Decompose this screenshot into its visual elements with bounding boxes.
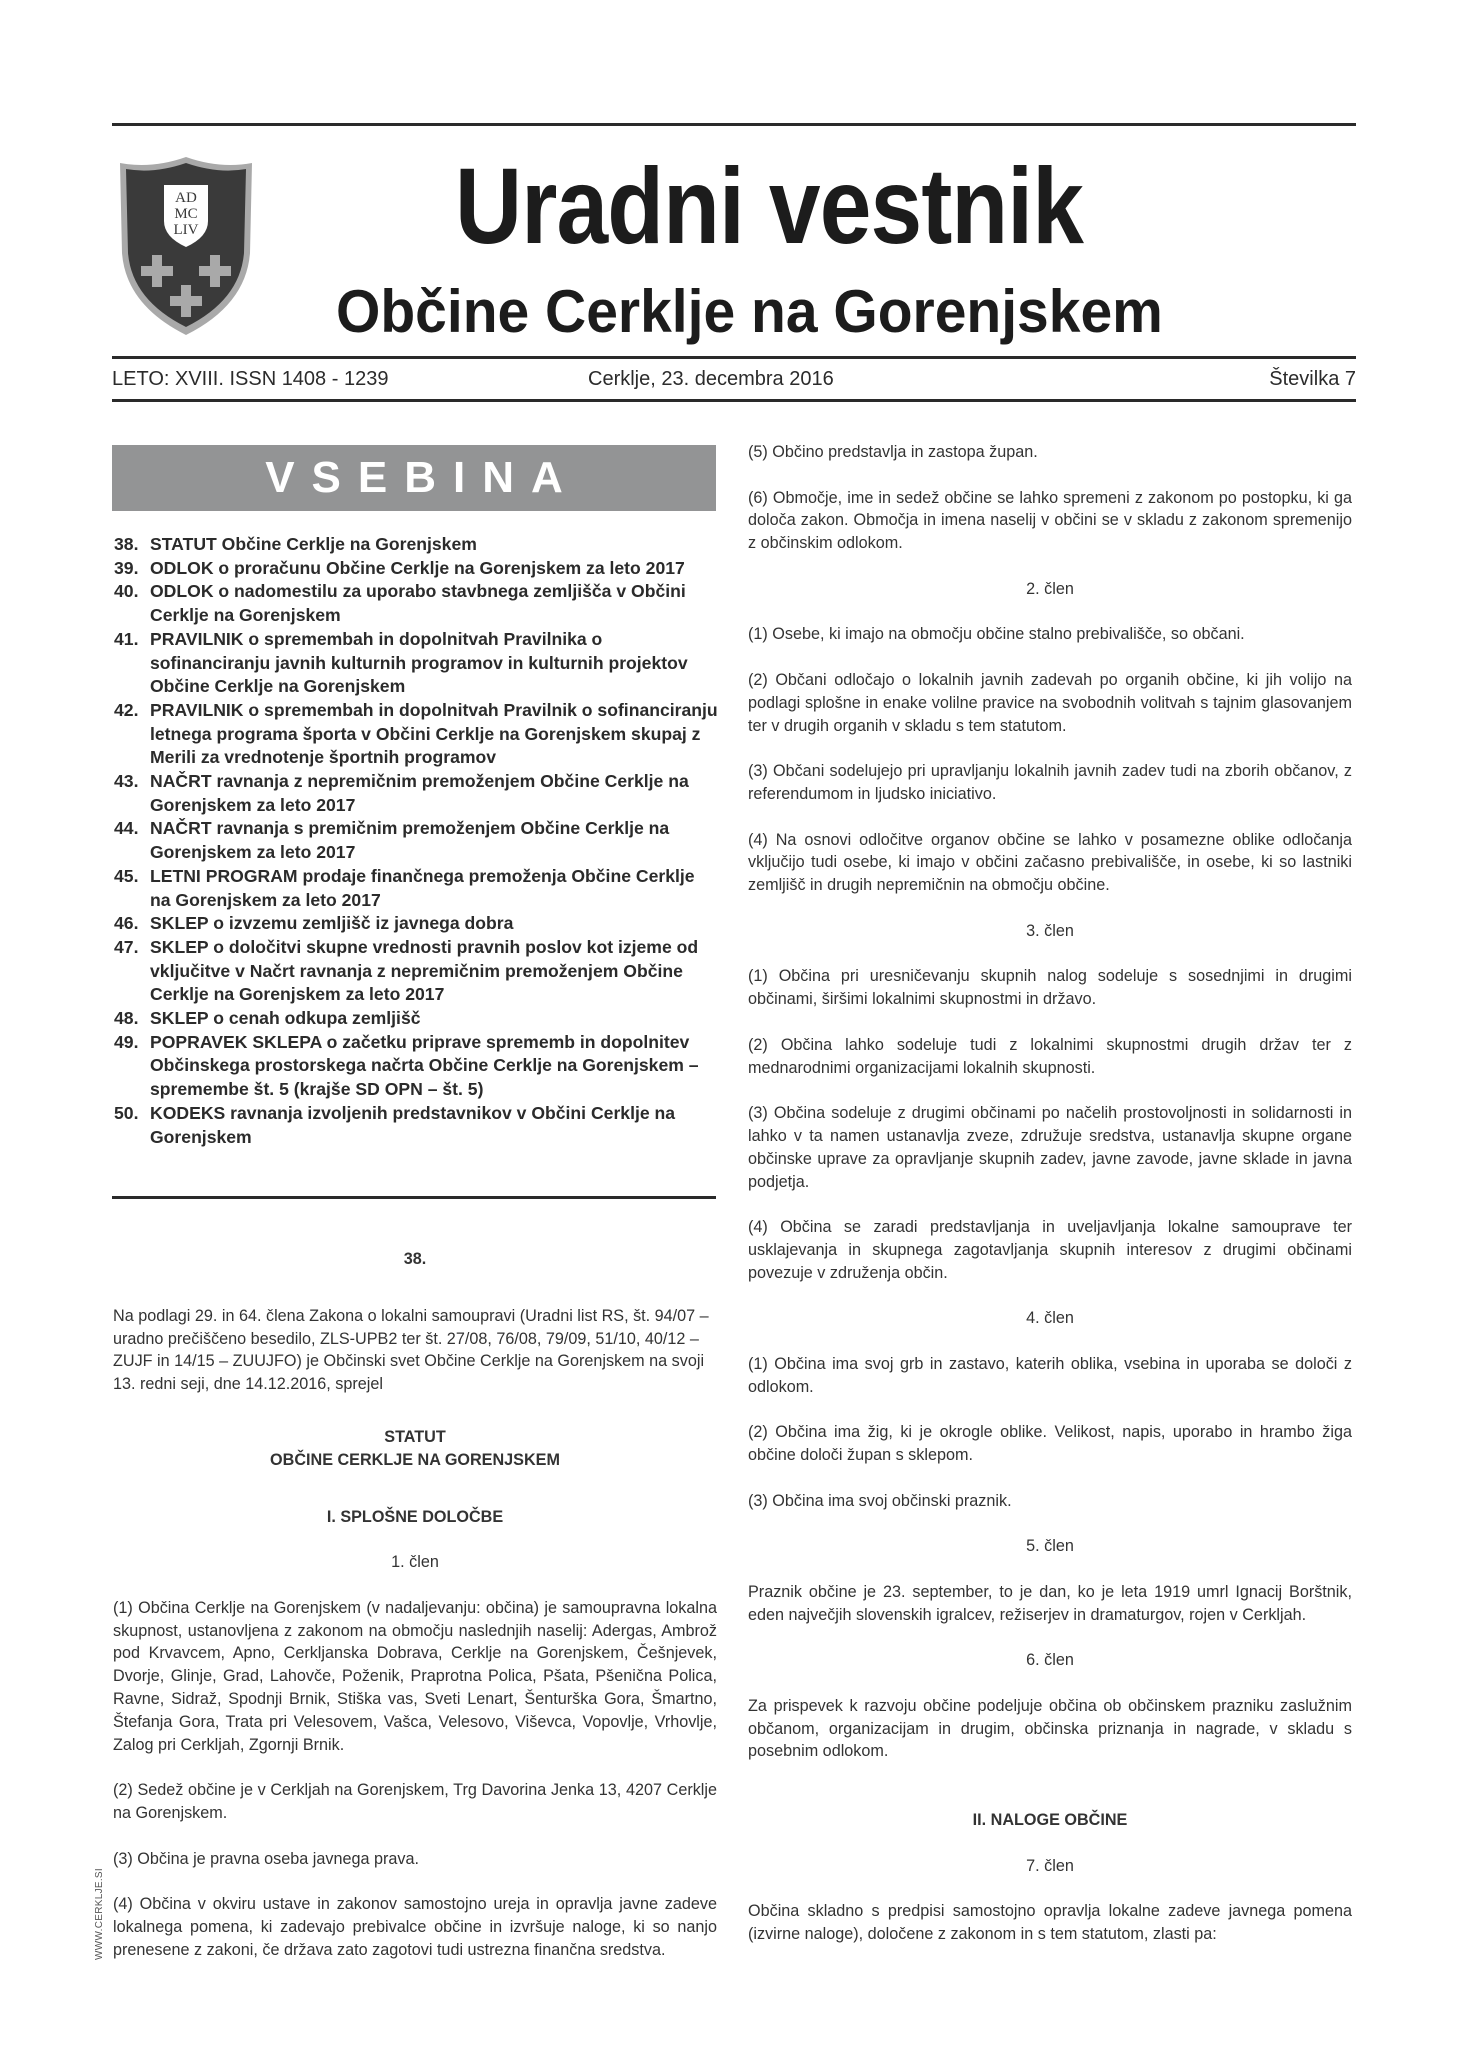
- toc-item-number: 46.: [114, 913, 139, 934]
- issue-number: Številka 7: [1269, 368, 1356, 390]
- toc-item-description: o izvzemu zemljišč iz javnega dobra: [213, 913, 514, 934]
- paragraph: (4) Občina v okviru ustave in zakonov samostojno ureja in opravlja javne zadeve lokalnega pomena, ki zadevajo prebivalce občine in izvršuje naloge, ki so nanjo prenesene z zakoni, če država zato zagotovi tudi ustrezna finančna sredstva.: [113, 1895, 717, 1959]
- crest-motto-2: MC: [174, 206, 198, 222]
- toc-item[interactable]: [114, 1007, 718, 1031]
- toc-item-number: 49.: [114, 1031, 139, 1052]
- toc-item-text: [150, 558, 685, 578]
- paragraph: (1) Osebe, ki imajo na območju občine stalno prebivališče, so občani.: [748, 625, 1245, 644]
- toc-item-description: o spremembah in dopolnitvah Pravilnika o sofinanciranju javnih kulturnih programov in kulturnih projektov Občine Cerklje na Gorenjskem: [150, 628, 688, 697]
- article-clen-heading: 2. člen: [1026, 579, 1074, 598]
- toc-item[interactable]: [114, 533, 718, 557]
- year-issn: LETO: XVIII. ISSN 1408 - 1239: [112, 368, 389, 390]
- toc-item[interactable]: [114, 1031, 718, 1102]
- crest-motto-3: LIV: [173, 222, 199, 238]
- left-column: [113, 1248, 717, 1984]
- toc-item[interactable]: [114, 628, 718, 699]
- toc-item-text: [150, 866, 695, 910]
- toc-item-description: o začetku priprave sprememb in dopolnitev Občinskega prostorskega načrta Občine Cerklje na Gorenjskem – spremembe št. 5 (krajše SD OPN – št. 5): [150, 1031, 699, 1100]
- toc-item-description: o cenah odkupa zemljišč: [213, 1008, 421, 1029]
- paragraph: (3) Občina je pravna oseba javnega prava.: [113, 1849, 419, 1868]
- paragraph: (1) Občina ima svoj grb in zastavo, katerih oblika, vsebina in uporaba se določi z odlokom.: [748, 1354, 1352, 1396]
- contents-end-rule: [112, 1196, 716, 1199]
- toc-item-text: [150, 937, 698, 1004]
- article-clen-heading: 4. člen: [1026, 1309, 1074, 1328]
- paragraph: (3) Občani sodelujejo pri upravljanju lokalnih javnih zadev tudi na zborih občanov, z referendumom in ljudsko iniciativo.: [748, 762, 1352, 803]
- toc-item-number: 44.: [114, 818, 139, 839]
- toc-item-text: [150, 581, 686, 625]
- toc-item-keyword: PRAVILNIK: [150, 699, 249, 720]
- toc-item-keyword: ODLOK: [150, 581, 219, 602]
- toc-item-keyword: NAČRT: [150, 818, 217, 839]
- toc-item-keyword: POPRAVEK SKLEPA: [150, 1031, 327, 1052]
- paragraph: (1) Občina pri uresničevanju skupnih nalog sodeluje s sosednjimi in drugimi občinami, širšimi lokalnimi skupnostmi in državo.: [748, 967, 1352, 1009]
- toc-item-text: [150, 771, 689, 815]
- place-date: Cerklje, 23. decembra 2016: [588, 368, 834, 390]
- toc-item-keyword: NAČRT: [150, 771, 217, 792]
- section-heading: I. SPLOŠNE DOLOČBE: [326, 1507, 504, 1526]
- toc-item-text: [150, 1032, 699, 1099]
- toc-item-text: [150, 818, 669, 862]
- article-clen-heading: 5. člen: [1026, 1537, 1074, 1556]
- paragraph: (2) Sedež občine je v Cerkljah na Gorenjskem, Trg Davorina Jenka 13, 4207 Cerklje na Gorenjskem.: [113, 1781, 717, 1822]
- toc-item[interactable]: [114, 865, 718, 912]
- section-heading: II. NALOGE OBČINE: [972, 1811, 1128, 1830]
- toc-item-description: ravnanja z nepremičnim premoženjem Občine Cerklje na Gorenjskem za leto 2017: [150, 771, 689, 815]
- toc-item-number: 39.: [114, 557, 139, 578]
- website-url: WWW.CERKLJE.SI: [94, 1868, 105, 1960]
- toc-item-keyword: SKLEP: [150, 936, 214, 957]
- toc-item-number: 43.: [114, 771, 139, 792]
- toc-item-number: 48.: [114, 1008, 139, 1029]
- paragraph: (5) Občino predstavlja in zastopa župan.: [748, 443, 1038, 461]
- toc-item-keyword: KODEKS: [150, 1102, 231, 1123]
- paragraph: (3) Občina sodeluje z drugimi občinami po načelih prostovoljnosti in solidarnosti in lahko v ta namen ustanavlja zveze, združuje sredstva, ustanavlja skupne organe občinske uprave za opravljanje skupnih zadev, javne zavode, javne sklade in javna podjetja.: [748, 1104, 1352, 1191]
- toc-item[interactable]: [114, 936, 718, 1007]
- article-clen-heading: 3. člen: [1026, 921, 1074, 940]
- toc-item-keyword: SKLEP: [150, 913, 214, 934]
- toc-item-text: [150, 1008, 421, 1028]
- toc-item-number: 42.: [114, 699, 139, 720]
- document-title-line-1: STATUT: [384, 1427, 446, 1446]
- toc-item-keyword: PRAVILNIK: [150, 628, 249, 649]
- toc-item-number: 47.: [114, 936, 139, 957]
- paragraph: Občina skladno s predpisi samostojno opravlja lokalne zadeve javnega pomena (izvirne naloge), določene z zakonom in s tem statutom, zlasti pa:: [748, 1902, 1352, 1944]
- toc-item-text: [150, 913, 513, 933]
- toc-item-description: ravnanja izvoljenih predstavnikov v Občini Cerklje na Gorenjskem: [150, 1102, 676, 1147]
- toc-item-keyword: STATUT: [150, 534, 222, 554]
- article-number: 38.: [403, 1250, 427, 1268]
- toc-item-keyword: ODLOK: [150, 557, 219, 578]
- paragraph: (3) Občina ima svoj občinski praznik.: [748, 1491, 1012, 1510]
- toc-item[interactable]: [114, 817, 718, 864]
- document-title-line-2: OBČINE CERKLJE NA GORENJSKEM: [270, 1450, 560, 1469]
- paragraph: (6) Območje, ime in sedež občine se lahko spremeni z zakonom po postopku, ki ga določa zakon. Območja in imena naselij v občini se v skladu z zakonom spremenijo z občinskim odlokom.: [748, 488, 1352, 553]
- toc-item-description: o nadomestilu za uporabo stavbnega zemljišča v Občini Cerklje na Gorenjskem: [150, 581, 686, 626]
- toc-item[interactable]: [114, 1102, 718, 1149]
- toc-item-keyword: LETNI PROGRAM: [150, 865, 303, 886]
- paragraph: (4) Na osnovi odločitve organov občine se lahko v posamezne oblike odločanja vključijo tudi osebe, ki imajo v občini začasno prebivališče, in osebe, ki so lastniki zemljišč in drugih nepremičnin na območju občine.: [748, 830, 1352, 895]
- paragraph: Praznik občine je 23. september, to je dan, ko je leta 1919 umrl Ignacij Borštnik, eden največjih slovenskih igralcev, režiserjev in dramaturgov, rojen v Cerkljah.: [748, 1582, 1352, 1624]
- top-rule: [112, 123, 1356, 126]
- toc-item[interactable]: [114, 557, 718, 581]
- contents-heading: VSEBINA: [265, 453, 580, 502]
- toc-item-text: [150, 534, 477, 554]
- publication-subtitle: Občine Cerklje na Gorenjskem: [336, 278, 1163, 345]
- paragraph: (1) Občina Cerklje na Gorenjskem (v nadaljevanju: občina) je samoupravna lokalna skupnost, ustanovljena z zakonom na območju naslednjih naselij: Adergas, Ambrož pod Krvavcem, Apno, Cerkljanska Dobrava, Cerklje na Gorenjskem, Češnjevek, Dvorje, Glinje, Grad, Lahovče, Poženik, Praprotna Polica, Pšata, Pšenična Polica, Ravne, Sidraž, Spodnji Brnik, Stiška vas, Sveti Lenart, Šenturška Gora, Šmartno, Štefanja Gora, Trata pri Velesovem, Vašca, Velesovo, Viševca, Vopovlje, Vrhovlje, Zalog pri Cerkljah, Zgornji Brnik.: [113, 1598, 717, 1754]
- toc-item-number: 40.: [114, 581, 139, 602]
- paragraph: (2) Občina lahko sodeluje tudi z lokalnimi skupnostmi drugih držav ter z mednarodnimi organizacijami lokalnih skupnosti.: [748, 1035, 1352, 1077]
- toc-item-description: o spremembah in dopolnitvah Pravilnik o sofinanciranju letnega programa športa v Občini Cerklje na Gorenjskem skupaj z Merili za vrednotenje športnih programov: [150, 699, 718, 768]
- toc-item-text: [150, 629, 688, 696]
- toc-item-description: ravnanja s premičnim premoženjem Občine Cerklje na Gorenjskem za leto 2017: [150, 818, 670, 863]
- municipal-crest-icon: [116, 155, 256, 337]
- toc-item[interactable]: [114, 770, 718, 817]
- toc-item-description: Občine Cerklje na Gorenjskem: [221, 534, 477, 554]
- article-clen-heading: 7. člen: [1026, 1856, 1074, 1875]
- toc-item-number: 41.: [114, 628, 139, 649]
- paragraph: (2) Občani odločajo o lokalnih javnih zadevah po organih občine, ki jih volijo na podlagi splošne in enake volilne pravice na svobodnih volitvah s tajnim glasovanjem ter v drugih organih v skladu s tem statutom.: [748, 670, 1352, 735]
- publication-title: Uradni vestnik: [455, 145, 1084, 266]
- toc-item-description: prodaje finančnega premoženja Občine Cerklje na Gorenjskem za leto 2017: [150, 865, 695, 910]
- toc-item-text: [150, 700, 718, 767]
- toc-item-keyword: SKLEP: [150, 1008, 214, 1029]
- paragraph: (4) Občina se zaradi predstavljanja in uveljavljanja lokalne samouprave ter usklajevanja in skupnega zagotavljanja skupnih interesov z drugimi občinami povezuje v združenja občin.: [748, 1218, 1352, 1282]
- article-clen-heading: 6. člen: [1026, 1651, 1074, 1670]
- meta-rule: [112, 399, 1356, 402]
- table-of-contents: [114, 533, 718, 1149]
- contents-banner: [112, 445, 716, 511]
- toc-item-number: 38.: [114, 534, 139, 554]
- crest-motto-1: AD: [175, 190, 197, 206]
- preamble: Na podlagi 29. in 64. člena Zakona o lokalni samoupravi (Uradni list RS, št. 94/07 – uradno prečiščeno besedilo, ZLS-UPB2 ter št. 27/08, 76/08, 79/09, 51/10, 40/12 – ZUJF in 14/15 – ZUUJFO) je Občinski svet Občine Cerklje na Gorenjskem na svoji 13. redni seji, dne 14.12.2016, sprejel: [113, 1306, 709, 1394]
- toc-item-description: o določitvi skupne vrednosti pravnih poslov kot izjeme od vključitve v Načrt ravnanja z nepremičnim premoženjem Občine Cerklje na Gorenjskem za leto 2017: [150, 936, 699, 1005]
- toc-item-number: 50.: [114, 1102, 139, 1123]
- masthead-rule: [112, 356, 1356, 359]
- toc-item-description: o proračunu Občine Cerklje na Gorenjskem za leto 2017: [218, 557, 685, 578]
- toc-item-text: [150, 1103, 675, 1147]
- toc-item[interactable]: [114, 580, 718, 627]
- toc-item[interactable]: [114, 699, 718, 770]
- article-clen-heading: 1. člen: [391, 1553, 439, 1572]
- paragraph: Za prispevek k razvoju občine podeljuje občina ob občinskem prazniku zaslužnim občanom, organizacijam in drugim, občinska priznanja in nagrade, v skladu s posebnim odlokom.: [748, 1696, 1352, 1761]
- toc-item[interactable]: [114, 912, 718, 936]
- right-column: [748, 441, 1352, 1969]
- toc-item-number: 45.: [114, 865, 139, 886]
- paragraph: (2) Občina ima žig, ki je okrogle oblike. Velikost, napis, uporabo in hrambo žiga občine določi župan s sklepom.: [748, 1423, 1352, 1465]
